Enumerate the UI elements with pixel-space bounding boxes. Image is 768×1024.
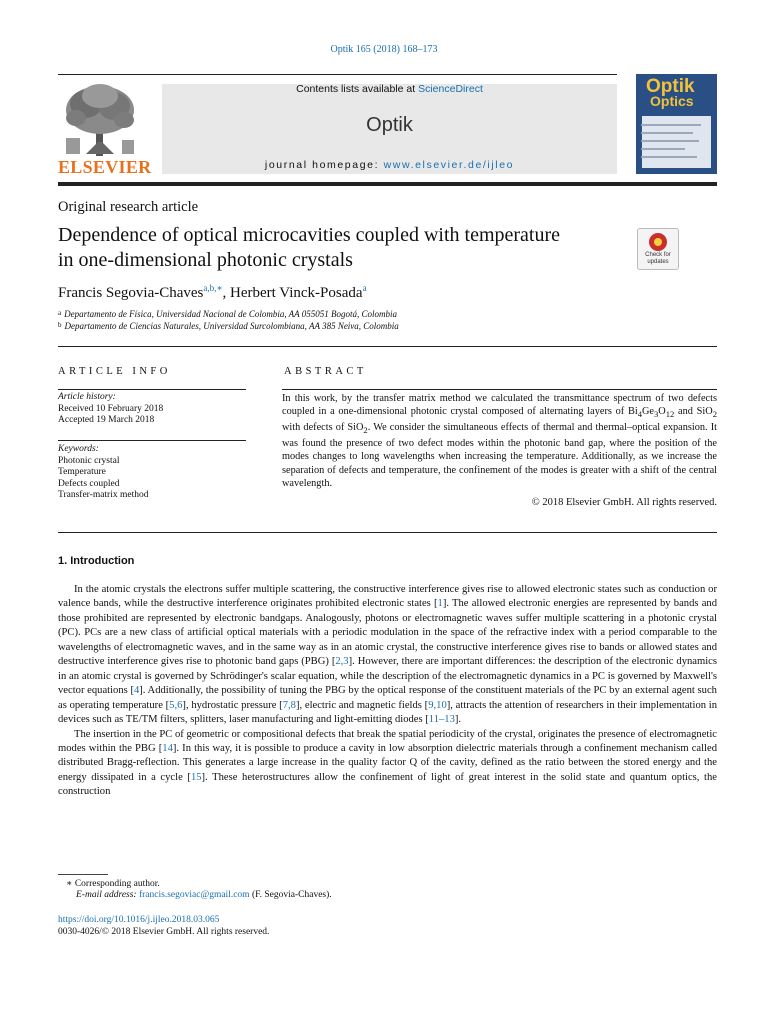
journal-cover-image[interactable] xyxy=(636,74,717,174)
section-rule xyxy=(58,532,717,533)
section-rule xyxy=(58,346,717,347)
reference-link[interactable]: 4 xyxy=(133,685,140,697)
author-name[interactable]: Francis Segovia-Chaves xyxy=(58,285,204,301)
journal-homepage-line xyxy=(162,159,617,171)
reference-link[interactable]: 11–13 xyxy=(428,714,455,726)
text-segment: ], electric and magnetic fields [ xyxy=(295,699,429,711)
doi-link[interactable]: https://doi.org/10.1016/j.ijleo.2018.03.065 xyxy=(58,915,220,925)
subscript: 4 xyxy=(637,409,642,420)
received-date: Received 10 February 2018 xyxy=(58,403,164,414)
cover-line xyxy=(641,124,701,126)
paragraph-2 xyxy=(58,728,717,800)
author-email-link[interactable]: francis.segoviac@gmail.com xyxy=(138,890,250,900)
subscript: 2 xyxy=(712,409,717,420)
reference-link[interactable]: 7,8 xyxy=(282,699,296,711)
abstract-segment: with defects of SiO xyxy=(282,422,364,434)
affiliation-text: Departamento de Ciencias Naturales, Universidad Surcolombiana, AA 385 Neiva, Colombia xyxy=(64,321,399,331)
contents-prefix: Contents lists available at xyxy=(296,83,419,95)
paragraph-1 xyxy=(58,583,717,728)
cover-line xyxy=(641,140,699,142)
keyword: Temperature xyxy=(58,467,106,477)
keyword: Photonic crystal xyxy=(58,455,120,466)
reference-link[interactable]: 9,10 xyxy=(428,699,447,711)
footnote-star: ∗ xyxy=(66,879,73,889)
article-type: Original research article xyxy=(58,199,199,215)
text-segment: ], attracts the attention of researchers in their implementation in devices such as TE/TM filters, splitters, laser manufacturing and light-emitting diodes [ xyxy=(58,699,718,726)
elsevier-wordmark[interactable]: ELSEVIER xyxy=(58,157,152,177)
text-segment: ]. In this way, it is possible to produce a cavity in low absorption dielectric materials through a confinement mechanism called distributed Bragg-reflection. This generates a large increase in the quality factor Q of the cavity, defined as the ratio between the stored energy and the energy dissipated in a cycle [ xyxy=(58,742,717,783)
text-segment: ]. xyxy=(454,714,462,726)
cover-line xyxy=(641,156,697,158)
journal-name: Optik xyxy=(366,114,413,136)
corresponding-label: Corresponding author. xyxy=(74,879,160,889)
homepage-prefix: journal homepage: xyxy=(264,159,384,171)
corresponding-author-note xyxy=(66,878,160,889)
homepage-link[interactable]: www.elsevier.de/ijleo xyxy=(383,159,515,171)
abstract-segment: Ge xyxy=(641,406,654,418)
crossmark-icon xyxy=(649,233,667,251)
reference-link[interactable]: 1 xyxy=(437,598,443,610)
author-affiliation-marks[interactable]: a xyxy=(362,283,367,293)
affiliation-b xyxy=(58,321,399,331)
abstract-segment: In this work, by the transfer matrix method we calculated the transmittance spectrum of two defects coupled in a one-dimensional photonic crystal composed of alternating layers of Bi xyxy=(282,393,717,418)
abstract-segment: and SiO xyxy=(674,406,713,418)
keyword: Defects coupled xyxy=(58,478,120,489)
keywords-block xyxy=(58,444,248,502)
affiliation-a xyxy=(58,309,397,319)
email-note xyxy=(76,890,332,900)
corresponding-author-mark[interactable]: ∗ xyxy=(216,283,223,293)
keywords-label: Keywords: xyxy=(58,444,99,454)
reference-link[interactable]: 2,3 xyxy=(335,656,349,668)
check-for-updates-badge[interactable] xyxy=(637,228,679,270)
text-segment: ]. However, there are important differences: the description of the electronic dynamics in an atomic crystal is governed by Schrödinger's scalar equation, while the description of the electromagnetic dynamics in a PC is governed by Maxwell's vector equations [ xyxy=(58,656,718,697)
subscript: 3 xyxy=(654,409,659,420)
reference-link[interactable]: 15 xyxy=(190,771,202,783)
author-affiliation-marks[interactable] xyxy=(203,283,222,293)
history-label: Article history: xyxy=(58,392,116,402)
author-name[interactable]: Herbert Vinck-Posada xyxy=(230,285,363,301)
email-owner: (F. Segovia-Chaves). xyxy=(249,890,332,900)
email-label: E-mail address: xyxy=(76,890,137,900)
abstract-copyright: © 2018 Elsevier GmbH. All rights reserved. xyxy=(531,497,717,508)
affiliation-mark: b xyxy=(58,321,62,329)
reference-link[interactable]: 5,6 xyxy=(169,699,183,711)
introduction-heading: 1. Introduction xyxy=(58,555,135,567)
journal-citation[interactable]: Optik 165 (2018) 168–173 xyxy=(330,44,438,55)
top-rule xyxy=(58,74,617,75)
cover-line xyxy=(641,132,693,134)
abstract-segment: O xyxy=(658,406,666,418)
accepted-date: Accepted 19 March 2018 xyxy=(58,415,155,425)
reference-link[interactable]: 14 xyxy=(162,742,173,754)
cover-line xyxy=(641,148,685,150)
author-affiliation-letters[interactable]: a,b, xyxy=(203,283,217,293)
text-segment: The insertion in the PC of geometric or compositional defects that break the spatial periodicity of the crystal, originates the presence of electromagnetic modes within the PBG [ xyxy=(58,728,717,754)
article-title: Dependence of optical microcavities coupled with temperature in one-dimensional photonic crystals xyxy=(58,224,561,271)
text-segment: In the atomic crystals the electrons suffer multiple scattering, the constructive interference gives rise to allowed electronic states such as conduction or valence bands, while the destructive interference originates prohibited electronic states [ xyxy=(58,584,717,610)
text-segment: ]. Additionally, the possibility of tuning the PBG by the optical response of the constituent materials of the PC by an external agent such as operating temperature [ xyxy=(58,685,717,711)
affiliation-text: Departamento de Física, Universidad Nacional de Colombia, AA 055051 Bogotá, Colombia xyxy=(64,309,398,319)
header-thick-rule xyxy=(58,182,717,186)
issn-copyright: 0030-4026/© 2018 Elsevier GmbH. All rights reserved. xyxy=(58,927,270,937)
elsevier-tree-logo xyxy=(58,82,144,158)
abstract-text xyxy=(282,392,717,490)
check-for-updates-label: Check for updates xyxy=(645,252,671,265)
article-info-rule xyxy=(58,389,246,390)
cover-title: Optik xyxy=(646,76,695,97)
subscript: 2 xyxy=(363,425,368,436)
article-info-heading: ARTICLE INFO xyxy=(58,366,171,377)
text-segment: ]. These heterostructures allow the confinement of light of great interest in the solid state and quantum optics, the construction xyxy=(58,771,717,798)
authors-line xyxy=(58,283,367,302)
contents-line xyxy=(162,83,617,95)
abstract-heading: ABSTRACT xyxy=(284,366,367,377)
keywords-rule xyxy=(58,440,246,441)
sciencedirect-link[interactable]: ScienceDirect xyxy=(418,83,483,95)
footnote-rule xyxy=(58,874,108,875)
abstract-rule xyxy=(282,389,717,390)
abstract-segment: . We consider the simultaneous effects of thermal and thermal–optical expansion. It was found the presence of two defect modes within the photonic band gap, where the position of the modes changes to long wavelengths when increasing the temperature. Additionally, as we increase the separation of defects and temperature, the confinement of the modes is greater with a shift of the central wavelength. xyxy=(282,422,717,489)
introduction-body xyxy=(58,583,717,800)
cover-subtitle: Optics xyxy=(650,93,694,109)
text-segment: ], hydrostatic pressure [ xyxy=(182,699,283,711)
keyword: Transfer-matrix method xyxy=(58,490,149,500)
affiliation-mark: a xyxy=(58,309,62,317)
subscript: 12 xyxy=(665,409,675,420)
article-history xyxy=(58,392,248,427)
crossmark-dot-icon xyxy=(654,238,662,246)
author-separator: , xyxy=(222,285,231,301)
text-segment: ]. The allowed electronic energies are represented by bands and those prohibited are represented by electronic bandgaps. Analogously, photons or electromagnetic waves suffer multiple scattering in a photonic crystal (PC). PCs are a new class of artificial optical materials with a periodic modulation in the space of the refractive index with a period comparable to the wavelengths of electromagnetic waves, and in the same way as in an atomic crystal, the constructive interference gives rise to bands or allowed states and destructive interference gives rise to photonic band gaps (PBG) [ xyxy=(58,598,717,668)
